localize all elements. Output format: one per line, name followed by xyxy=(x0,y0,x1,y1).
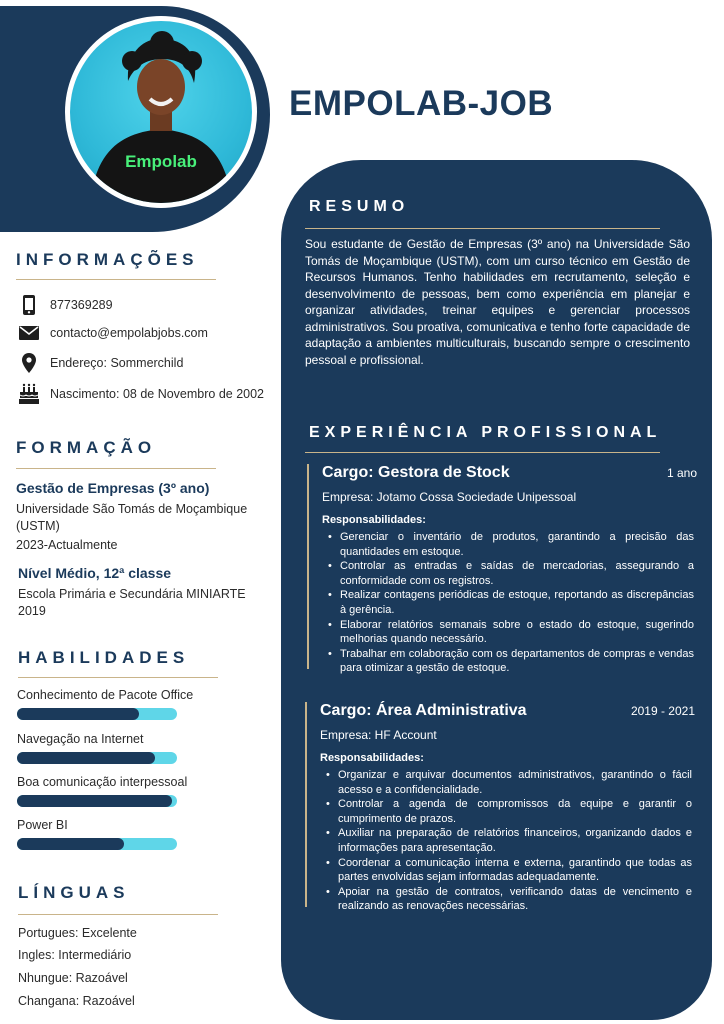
summary-rule xyxy=(305,228,660,229)
job-role: Cargo: Área Administrativa xyxy=(320,702,527,719)
list-item: • Elaborar relatórios semanais sobre o estado do estoque, sugerindo melhorias quando necessário. xyxy=(322,618,694,647)
skill-bar-fill xyxy=(17,752,155,764)
skill-bar xyxy=(17,708,177,720)
languages-title: LÍNGUAS xyxy=(18,883,130,902)
skill-item xyxy=(17,818,177,850)
skill-item xyxy=(17,775,188,807)
languages-rule xyxy=(18,914,218,915)
skill-bar xyxy=(17,838,177,850)
address-text: Endereço: Sommerchild xyxy=(50,356,184,370)
language-item: Nhungue: Razoável xyxy=(18,971,128,985)
education-degree: Gestão de Empresas (3º ano) xyxy=(16,480,210,496)
list-item: • Coordenar a comunicação interna e externa, garantindo que todas as partes envolvidas sejam informadas adequadamente. xyxy=(320,856,692,885)
skill-bar-fill xyxy=(17,708,139,720)
skill-label: Navegação na Internet xyxy=(17,732,144,746)
job-company: Empresa: Jotamo Cossa Sociedade Unipessoal xyxy=(322,490,577,504)
skill-label: Conhecimento de Pacote Office xyxy=(17,688,194,702)
job-period: 2019 - 2021 xyxy=(630,704,695,718)
envelope-icon xyxy=(18,322,40,344)
skills-title: HABILIDADES xyxy=(18,648,190,667)
skill-label: Boa comunicação interpessoal xyxy=(17,775,188,789)
list-item: • Organizar e arquivar documentos administrativos, garantindo o fácil acesso e a confidencialidade. xyxy=(320,768,692,797)
profile-photo xyxy=(70,21,252,203)
phone-icon xyxy=(18,294,40,316)
job-entry xyxy=(305,702,695,913)
education-rule xyxy=(16,468,216,469)
education-title: FORMAÇÃO xyxy=(16,438,157,457)
job-responsibilities-label: Responsabilidades: xyxy=(322,514,426,526)
job-entry xyxy=(307,464,697,675)
education-degree: Nível Médio, 12ª classe xyxy=(18,565,172,581)
brand-title: EMPOLAB-JOB xyxy=(289,84,554,123)
birth-row xyxy=(18,383,264,405)
email-row xyxy=(18,322,208,344)
skill-bar xyxy=(17,795,177,807)
birth-text: Nascimento: 08 de Novembro de 2002 xyxy=(50,387,265,401)
email-text: contacto@empolabjobs.com xyxy=(50,326,208,340)
birthday-cake-icon xyxy=(18,383,40,405)
list-item: • Realizar contagens periódicas de estoque, reportando as discrepâncias à gerência. xyxy=(322,588,694,617)
job-timeline-line xyxy=(307,464,309,669)
skill-bar-fill xyxy=(17,795,172,807)
education-entry xyxy=(18,565,268,620)
job-responsibilities-label: Responsabilidades: xyxy=(320,752,424,764)
experience-title: EXPERIÊNCIA PROFISSIONAL xyxy=(309,424,662,441)
profile-photo-frame xyxy=(65,16,257,208)
location-pin-icon xyxy=(18,352,40,374)
language-item: Ingles: Intermediário xyxy=(18,948,132,962)
right-panel xyxy=(281,160,712,1020)
list-item: • Controlar a agenda de compromissos da equipe e garantir o cumprimento de prazos. xyxy=(320,797,692,826)
language-item: Portugues: Excelente xyxy=(18,926,137,940)
phone-text: 877369289 xyxy=(50,298,113,312)
education-school: Escola Primária e Secundária MINIARTE xyxy=(18,587,246,601)
job-responsibilities-list xyxy=(322,530,694,676)
phone-row xyxy=(18,294,113,316)
address-row xyxy=(18,352,183,374)
summary-title: RESUMO xyxy=(309,198,410,215)
list-item: • Gerenciar o inventário de produtos, garantindo a precisão das quantidades em estoque. xyxy=(322,530,694,559)
job-role: Cargo: Gestora de Stock xyxy=(322,464,510,481)
education-period: 2023-Actualmente xyxy=(16,538,118,552)
experience-rule xyxy=(305,452,660,453)
job-period: 1 ano xyxy=(666,466,697,480)
profile-photo-illustration xyxy=(70,21,252,203)
list-item: • Auxiliar na preparação de relatórios financeiros, organizando dados e informações para apresentação. xyxy=(320,826,692,855)
skill-bar-fill xyxy=(17,838,124,850)
education-period: 2019 xyxy=(18,604,46,618)
education-school: Universidade São Tomás de Moçambique (USTM) xyxy=(16,502,248,533)
education-entry xyxy=(16,480,266,554)
summary-text: Sou estudante de Gestão de Empresas (3º ano) na Universidade São Tomás de Moçambique (USTM), com um curso técnico em Gestão de Recursos Humanos. Tenho habilidades em recrutamento, seleção e desenvolvimento de pessoas, bem como experiência em planejar e organizar atividades, treinar equipes e gerenciar processos administrativos. Sou proativa, comunicativa e tenho forte capacidade de adaptação a ambientes multiculturais, buscando sempre o crescimento pessoal e profissional. xyxy=(305,237,690,367)
list-item: • Apoiar na gestão de contratos, verificando datas de vencimento e realizando as renovações necessárias. xyxy=(320,885,692,914)
job-responsibilities-list xyxy=(320,768,692,914)
skill-bar xyxy=(17,752,177,764)
job-company: Empresa: HF Account xyxy=(320,728,437,742)
shirt-logo-text: Empolab xyxy=(125,152,197,171)
info-title: INFORMAÇÕES xyxy=(16,250,199,269)
skills-rule xyxy=(18,677,218,678)
language-item: Changana: Razoável xyxy=(18,994,135,1008)
list-item: • Trabalhar em colaboração com os departamentos de compras e vendas para otimizar a gestão de estoque. xyxy=(322,647,694,676)
list-item: • Controlar as entradas e saídas de mercadorias, assegurando a conformidade com os registros. xyxy=(322,559,694,588)
job-timeline-line xyxy=(305,702,307,907)
skill-item xyxy=(17,688,194,720)
skill-label: Power BI xyxy=(17,818,68,832)
skill-item xyxy=(17,732,177,764)
info-rule xyxy=(16,279,216,280)
